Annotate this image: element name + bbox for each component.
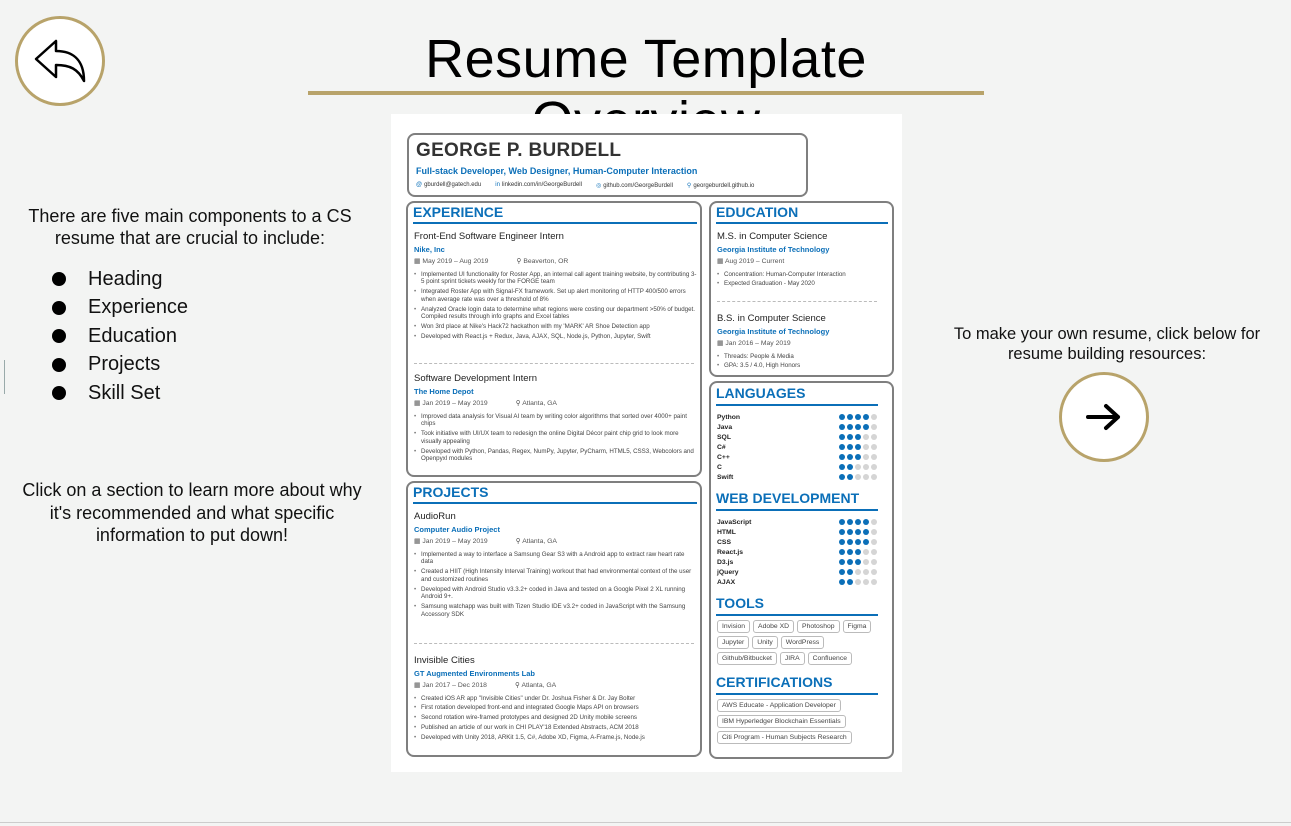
right-arrow-icon	[1084, 402, 1124, 432]
skill-dot	[839, 464, 846, 471]
calendar-icon: ▦	[414, 400, 421, 408]
skill-name: Python	[717, 413, 741, 421]
divider	[414, 643, 694, 644]
skill-level-dots	[839, 559, 878, 566]
skill-row	[717, 527, 877, 537]
skill-name: C#	[717, 443, 726, 451]
skill-dot	[871, 434, 878, 441]
skill-row	[717, 472, 877, 482]
skill-dot	[855, 529, 862, 536]
skill-dot	[839, 424, 846, 431]
languages-list	[717, 412, 877, 482]
skill-dot	[855, 414, 862, 421]
skill-dot	[871, 414, 878, 421]
skill-row	[717, 537, 877, 547]
skill-dot	[863, 559, 870, 566]
skill-dot	[839, 549, 846, 556]
degree-entry: M.S. in Computer Science Georgia Institute of Technology ▦ Aug 2019 – Current • Concentration: Human-Computer Interaction • Expected Graduation - May 2020	[717, 231, 889, 290]
list-item: Projects	[52, 351, 188, 380]
skill-name: JavaScript	[717, 518, 752, 526]
skill-dot	[871, 474, 878, 481]
skill-dot	[863, 539, 870, 546]
back-button[interactable]	[15, 16, 105, 106]
skill-dot	[871, 579, 878, 586]
job-entry: Software Development Intern The Home Depot ▦ Jan 2019 – May 2019 ⚲ Atlanta, GA • Improved data analysis for Visual AI team by writing color algorithms that sorted over 4000+ paint chips • Took initiative with UI/UX team to redesign the online Digital Décor paint chip grid to look more visually appealing • Developed with Python, Pandas, Regex, NumPy, Jupyter, PyCharm, HTML5, CSS3, Webcolors and Openpyxl modules	[414, 373, 698, 465]
skill-dot	[839, 414, 846, 421]
email-icon: @	[416, 182, 423, 188]
skill-row	[717, 422, 877, 432]
location-icon: ⚲	[516, 258, 522, 266]
divider	[716, 614, 878, 616]
skill-dot	[855, 424, 862, 431]
location-icon: ⚲	[514, 682, 520, 690]
skill-level-dots	[839, 464, 878, 471]
skill-dot	[847, 444, 854, 451]
skill-dot	[839, 474, 846, 481]
resources-instruction: To make your own resume, click below for resume building resources:	[953, 325, 1261, 363]
list-item: Education	[52, 322, 188, 351]
skill-dot	[847, 519, 854, 526]
skill-dot	[871, 519, 878, 526]
location-icon: ⚲	[515, 538, 521, 546]
skill-dot	[855, 579, 862, 586]
skill-dot	[855, 454, 862, 461]
skill-dot	[839, 454, 846, 461]
section-title: WEB DEVELOPMENT	[716, 490, 860, 506]
divider	[716, 222, 888, 224]
skill-dot	[855, 434, 862, 441]
skill-level-dots	[839, 444, 878, 451]
skill-level-dots	[839, 434, 878, 441]
skill-dot	[839, 569, 846, 576]
skill-dot	[847, 549, 854, 556]
github-icon: ◎	[595, 183, 602, 189]
cert-tag: IBM Hyperledger Blockchain Essentials	[717, 715, 846, 728]
skill-level-dots	[839, 414, 878, 421]
skill-dot	[855, 559, 862, 566]
skill-dot	[847, 434, 854, 441]
skill-level-dots	[839, 569, 878, 576]
skill-row	[717, 547, 877, 557]
bullet-icon	[52, 386, 66, 400]
tool-tag: Jupyter	[717, 636, 749, 649]
skill-name: React.js	[717, 548, 744, 556]
skill-row	[717, 432, 877, 442]
divider	[413, 502, 697, 504]
skill-dot	[871, 424, 878, 431]
skill-dot	[855, 539, 862, 546]
divider	[717, 301, 877, 302]
bullet-icon	[52, 272, 66, 286]
skill-dot	[863, 424, 870, 431]
section-title: EXPERIENCE	[413, 204, 504, 220]
skill-name: Java	[717, 423, 733, 431]
resume-experience-section[interactable]	[406, 201, 702, 477]
resume-skills-section[interactable]	[709, 381, 894, 759]
resume-name: GEORGE P. BURDELL	[416, 140, 622, 161]
skill-dot	[863, 444, 870, 451]
resume-preview	[391, 114, 902, 772]
skill-dot	[839, 529, 846, 536]
skill-row	[717, 452, 877, 462]
skill-row	[717, 462, 877, 472]
skill-row	[717, 412, 877, 422]
tool-tag: Github/Bitbucket	[717, 652, 777, 665]
skill-level-dots	[839, 454, 878, 461]
skill-dot	[855, 474, 862, 481]
skill-dot	[863, 519, 870, 526]
skill-dot	[863, 464, 870, 471]
tool-tag: JIRA	[780, 652, 805, 665]
skill-dot	[863, 579, 870, 586]
skill-dot	[839, 519, 846, 526]
tool-tag: Photoshop	[797, 620, 840, 633]
skill-dot	[839, 559, 846, 566]
skill-dot	[847, 454, 854, 461]
skill-dot	[863, 454, 870, 461]
skill-dot	[847, 529, 854, 536]
skill-dot	[847, 539, 854, 546]
skill-dot	[871, 444, 878, 451]
skill-level-dots	[839, 519, 878, 526]
skill-name: AJAX	[717, 578, 736, 586]
skill-dot	[855, 464, 862, 471]
bullet-icon	[52, 329, 66, 343]
degree-entry: B.S. in Computer Science Georgia Institute of Technology ▦ Jan 2016 – May 2019 • Threads: People & Media • GPA: 3.5 / 4.0, High Honors	[717, 313, 889, 372]
resources-button[interactable]	[1059, 372, 1149, 462]
skill-dot	[855, 569, 862, 576]
skill-name: HTML	[717, 528, 736, 536]
back-arrow-icon	[32, 37, 88, 85]
tool-tag: Invision	[717, 620, 750, 633]
skill-row	[717, 442, 877, 452]
skill-dot	[855, 444, 862, 451]
skill-level-dots	[839, 549, 878, 556]
skill-dot	[871, 569, 878, 576]
skill-dot	[839, 444, 846, 451]
bullet-icon	[52, 358, 66, 372]
skill-dot	[863, 474, 870, 481]
skill-name: D3.js	[717, 558, 734, 566]
bullet-icon	[52, 301, 66, 315]
section-title: EDUCATION	[716, 204, 799, 220]
skill-dot	[839, 579, 846, 586]
section-title: LANGUAGES	[716, 385, 806, 401]
divider	[716, 509, 878, 511]
skill-dot	[871, 559, 878, 566]
list-item: Skill Set	[52, 379, 188, 408]
project-entry: Invisible Cities GT Augmented Environments Lab ▦ Jan 2017 – Dec 2018 ⚲ Atlanta, GA • Created iOS AR app "Invisible Cities" under Dr. Joshua Fisher & Dr. Jay Bolter • First rotation developed front-end and integrated Google Maps API on browsers • Second rotation wire-framed prototypes and designed 2D Unity mobile screens • Published an article of our work in CHI PLAY'18 Extended Abstracts, ACM 2018 • Developed with Unity 2018, ARKit 1.5, C#, Adobe XD, Figma, A-Frame.js, Node.js	[414, 655, 698, 743]
skill-name: C++	[717, 453, 730, 461]
skill-row	[717, 577, 877, 587]
skill-dot	[871, 539, 878, 546]
skill-dot	[871, 454, 878, 461]
location-icon: ⚲	[686, 183, 692, 189]
tool-tag: Confluence	[808, 652, 852, 665]
divider	[414, 363, 694, 364]
divider	[0, 822, 1291, 823]
skill-dot	[847, 559, 854, 566]
skill-row	[717, 557, 877, 567]
skill-dot	[847, 569, 854, 576]
list-item: Experience	[52, 294, 188, 323]
skill-dot	[855, 519, 862, 526]
skill-dot	[839, 539, 846, 546]
divider	[716, 693, 878, 695]
skill-name: CSS	[717, 538, 731, 546]
tool-tag: Unity	[752, 636, 778, 649]
title-underline	[308, 91, 984, 95]
skill-name: SQL	[717, 433, 731, 441]
certifications-list	[717, 699, 852, 744]
skill-name: jQuery	[717, 568, 739, 576]
skill-dot	[863, 414, 870, 421]
web-skills-list	[717, 517, 877, 587]
section-title: TOOLS	[716, 595, 764, 611]
skill-level-dots	[839, 579, 878, 586]
skill-row	[717, 567, 877, 577]
skill-dot	[871, 549, 878, 556]
skill-level-dots	[839, 474, 878, 481]
skill-dot	[863, 434, 870, 441]
tools-list	[717, 620, 877, 665]
intro-text: There are five main components to a CS resume that are crucial to include:	[28, 206, 352, 248]
skill-dot	[863, 569, 870, 576]
skill-level-dots	[839, 539, 878, 546]
skill-dot	[847, 579, 854, 586]
cert-tag: AWS Educate - Application Developer	[717, 699, 841, 712]
cert-tag: Citi Program - Human Subjects Research	[717, 731, 852, 744]
linkedin-icon: in	[495, 182, 500, 188]
divider	[716, 404, 878, 406]
skill-level-dots	[839, 529, 878, 536]
skill-dot	[847, 414, 854, 421]
skill-name: C	[717, 463, 722, 471]
section-title: PROJECTS	[413, 484, 489, 500]
skill-dot	[847, 464, 854, 471]
tool-tag: Figma	[843, 620, 872, 633]
skill-dot	[855, 549, 862, 556]
resume-projects-section[interactable]	[406, 481, 702, 757]
list-item: Heading	[52, 265, 188, 294]
calendar-icon: ▦	[414, 258, 421, 266]
skill-dot	[871, 464, 878, 471]
resume-role: Full-stack Developer, Web Designer, Human-Computer Interaction	[416, 166, 698, 176]
skill-dot	[847, 474, 854, 481]
tool-tag: WordPress	[781, 636, 825, 649]
page-title: Resume Template	[425, 29, 867, 89]
skill-dot	[839, 434, 846, 441]
location-icon: ⚲	[515, 400, 521, 408]
skill-dot	[871, 529, 878, 536]
resume-heading-section[interactable]	[407, 133, 808, 197]
project-entry: AudioRun Computer Audio Project ▦ Jan 2019 – May 2019 ⚲ Atlanta, GA • Implemented a way to interface a Samsung Gear S3 with a Android app to extract raw heart rate data • Created a HIIT (High Intensity Interval Training) workout that had environmental context of the user and customized routines • Developed with Android Studio v3.3.2+ coded in Java and tested on a Google Pixel 2 XL running Android 9+. • Samsung watchapp was built with Tizen Studio IDE v3.2+ coded in JavaScript with the Samsung Accessory SDK	[414, 511, 698, 621]
resume-contact: @ gburdell@gatech.edu in linkedin.com/in/GeorgeBurdell ◎ github.com/GeorgeBurdell ⚲ georgeburdell.github.io	[416, 182, 755, 189]
tool-tag: Adobe XD	[753, 620, 794, 633]
skill-name: Swift	[717, 473, 734, 481]
divider	[4, 360, 5, 394]
calendar-icon: ▦	[717, 340, 724, 348]
divider	[413, 222, 697, 224]
click-instruction: Click on a section to learn more about why it's recommended and what specific information to put down!	[22, 480, 362, 545]
section-title: CERTIFICATIONS	[716, 674, 833, 690]
job-entry: Front-End Software Engineer Intern Nike, Inc ▦ May 2019 – Aug 2019 ⚲ Beaverton, OR • Implemented UI functionality for Roster App, an internal call agent training website, by contributing 3-5 point sprint tickets weekly for the FORGE team • Integrated Roster App with Signal-FX framework. Set up alert monitoring of HTTP 400/500 errors when average rate was over a threshold of 8% • Analyzed Oracle login data to determine what regions were costing our department >50% of budget. Compiled results through info graphs and Excel tables • Won 3rd place at Nike's Hack72 hackathon with my 'MARK' AR Shoe Detection app • Developed with React.js + Redux, Java, AJAX, SQL, Node.js, Python, Jupyter, Swift	[414, 231, 698, 343]
skill-dot	[863, 529, 870, 536]
resume-education-section[interactable]	[709, 201, 894, 377]
skill-level-dots	[839, 424, 878, 431]
components-list	[52, 265, 188, 408]
calendar-icon: ▦	[717, 258, 724, 266]
calendar-icon: ▦	[414, 538, 421, 546]
skill-dot	[863, 549, 870, 556]
calendar-icon: ▦	[414, 682, 421, 690]
skill-dot	[847, 424, 854, 431]
skill-row	[717, 517, 877, 527]
